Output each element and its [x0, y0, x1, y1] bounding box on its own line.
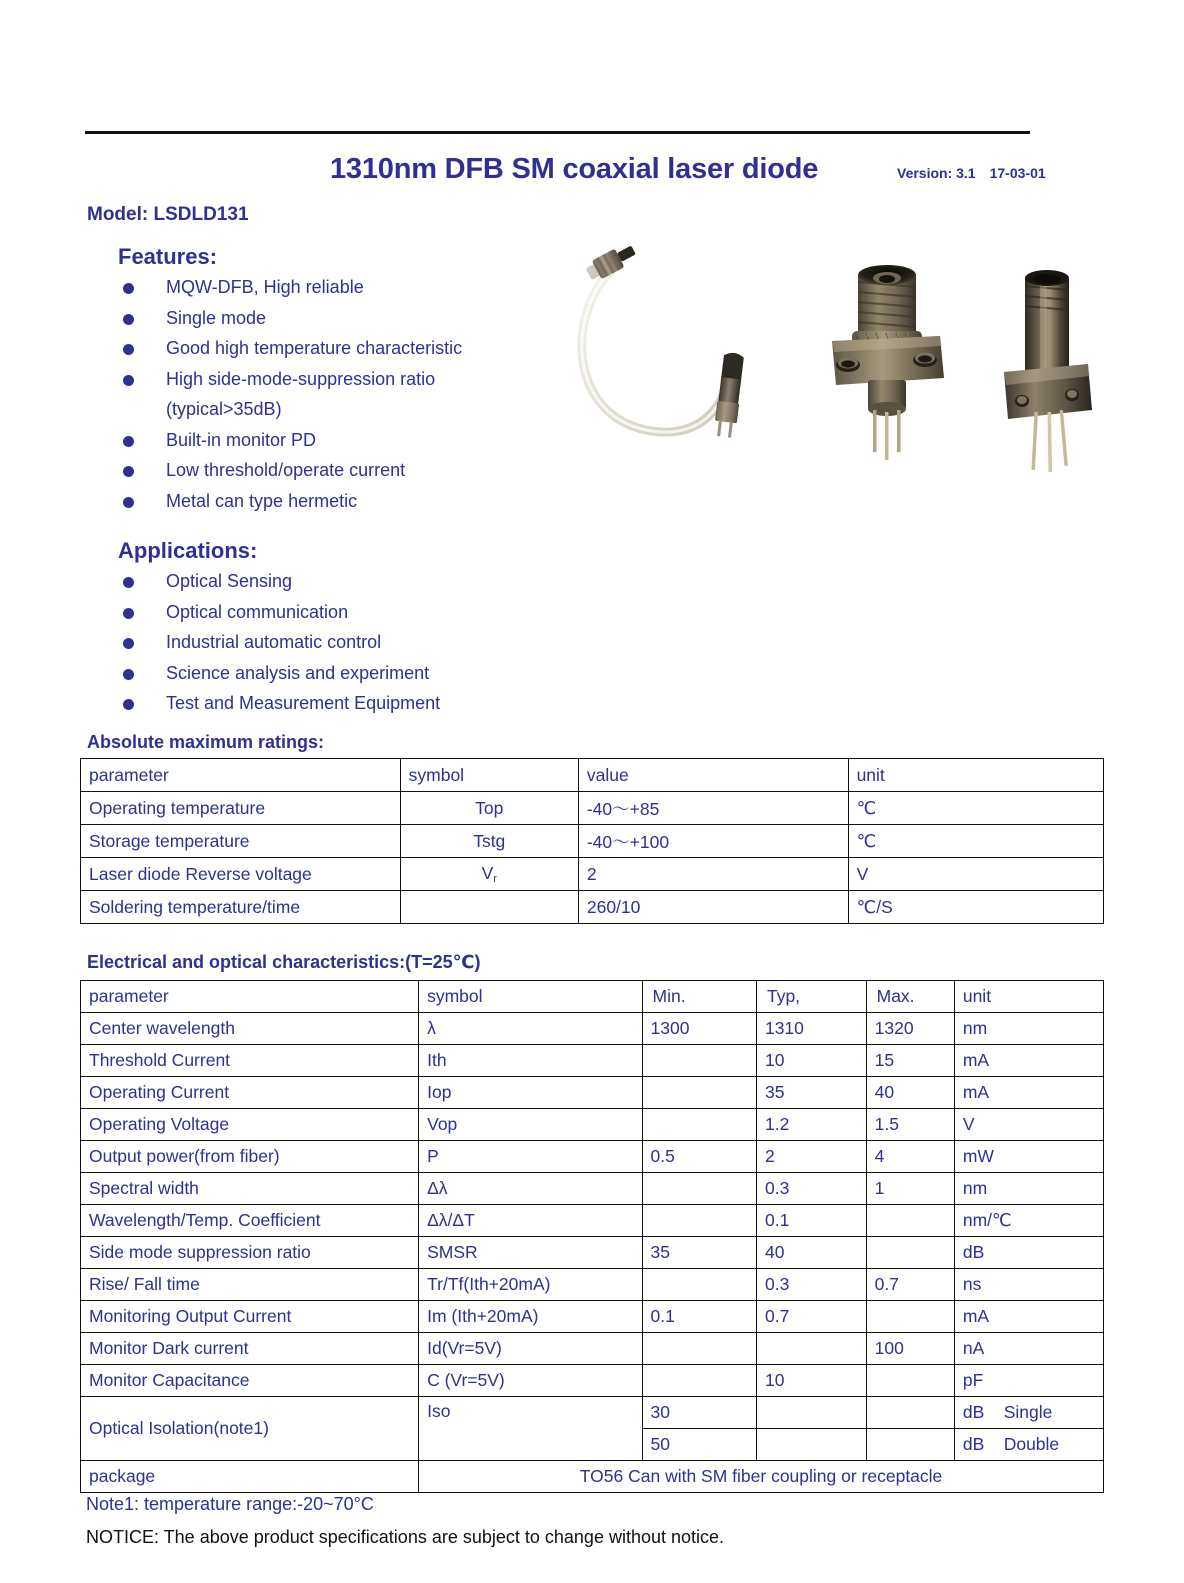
version-label: Version: 3.1: [897, 165, 976, 181]
cell-typ: 10: [756, 1365, 866, 1397]
electrical-optical-characteristics-heading: Electrical and optical characteristics:(T=25℃): [87, 952, 481, 972]
cell-parameter: Monitor Capacitance: [81, 1365, 419, 1397]
absolute-maximum-ratings-heading: Absolute maximum ratings:: [87, 732, 325, 752]
cell-typ: 40: [756, 1237, 866, 1269]
list-item: [118, 627, 548, 658]
cell-max: 1: [866, 1173, 954, 1205]
cell-parameter: Optical Isolation(note1): [81, 1397, 419, 1461]
bullet-icon: [123, 314, 134, 325]
cell-min: [642, 1109, 756, 1141]
column-header-unit: unit: [848, 759, 1103, 792]
cell-min: [642, 1077, 756, 1109]
cell-max: [866, 1301, 954, 1333]
cell-value: -40～+85: [578, 792, 848, 825]
column-header-unit: unit: [954, 981, 1103, 1013]
cell-min: [642, 1173, 756, 1205]
cell-parameter: Center wavelength: [81, 1013, 419, 1045]
column-header-symbol: symbol: [419, 981, 642, 1013]
cell-min: [642, 1333, 756, 1365]
cell-unit: mA: [954, 1077, 1103, 1109]
feature-text: High side-mode-suppression ratio (typical>35dB): [166, 368, 436, 419]
table-row-isolation-single: [81, 1397, 1104, 1429]
cell-parameter: Monitoring Output Current: [81, 1301, 419, 1333]
cell-parameter: Operating temperature: [81, 792, 401, 825]
cell-parameter: Spectral width: [81, 1173, 419, 1205]
note1-text: Note1: temperature range:-20~70°C: [86, 1494, 374, 1514]
cell-unit: nA: [954, 1333, 1103, 1365]
cell-typ: [756, 1429, 866, 1461]
cell-max: 15: [866, 1045, 954, 1077]
features-list: [118, 272, 548, 516]
column-header-max: Max.: [866, 981, 954, 1013]
cell-parameter: Wavelength/Temp. Coefficient: [81, 1205, 419, 1237]
cell-max: 1.5: [866, 1109, 954, 1141]
cell-unit: ℃/S: [848, 891, 1103, 924]
cell-symbol: $V_r$: [400, 858, 578, 891]
cell-value: 260/10: [578, 891, 848, 924]
bullet-icon: [123, 436, 134, 447]
cell-max: 100: [866, 1333, 954, 1365]
table-row: [81, 792, 1104, 825]
cell-min: [642, 1365, 756, 1397]
cell-unit: nm/℃: [954, 1205, 1103, 1237]
cell-max: [866, 1365, 954, 1397]
feature-text: Low threshold/operate current: [166, 460, 406, 480]
cell-parameter: Soldering temperature/time: [81, 891, 401, 924]
cell-symbol: C (Vr=5V): [419, 1365, 642, 1397]
cell-symbol: Ith: [419, 1045, 642, 1077]
to-can-laser-diode-photo: [992, 260, 1102, 475]
cell-max: [866, 1397, 954, 1429]
cell-symbol: Iop: [419, 1077, 642, 1109]
cell-parameter: Side mode suppression ratio: [81, 1237, 419, 1269]
list-item: [118, 597, 548, 628]
cell-min: 0.5: [642, 1141, 756, 1173]
table-row: [81, 1077, 1104, 1109]
cell-symbol: Vop: [419, 1109, 642, 1141]
cell-symbol: Im (Ith+20mA): [419, 1301, 642, 1333]
cell-package-value: TO56 Can with SM fiber coupling or receptacle: [419, 1461, 1104, 1493]
list-item: [118, 455, 548, 486]
cell-unit: pF: [954, 1365, 1103, 1397]
cell-typ: 0.7: [756, 1301, 866, 1333]
list-item: [118, 658, 548, 689]
cell-unit: mW: [954, 1141, 1103, 1173]
list-item: [118, 272, 548, 303]
table-row: [81, 891, 1104, 924]
column-header-min: Min.: [642, 981, 756, 1013]
feature-text: Metal can type hermetic: [166, 490, 358, 511]
cell-parameter: package: [81, 1461, 419, 1493]
cell-value: 2: [578, 858, 848, 891]
cell-typ: 1310: [756, 1013, 866, 1045]
cell-typ: 10: [756, 1045, 866, 1077]
cell-max: [866, 1205, 954, 1237]
cell-parameter: Rise/ Fall time: [81, 1269, 419, 1301]
application-text: Industrial automatic control: [166, 632, 382, 652]
cell-typ: 35: [756, 1077, 866, 1109]
receptacle-laser-diode-photo: [812, 248, 962, 473]
version-date: 17-03-01: [989, 165, 1046, 181]
cell-unit: ℃: [848, 792, 1103, 825]
cell-unit: mA: [954, 1045, 1103, 1077]
cell-symbol: SMSR: [419, 1237, 642, 1269]
column-header-typ: Typ,: [756, 981, 866, 1013]
bullet-icon: [123, 699, 134, 710]
table-row: [81, 1301, 1104, 1333]
bullet-icon: [123, 375, 134, 386]
cell-max: [866, 1237, 954, 1269]
table-row-package: [81, 1461, 1104, 1493]
feature-text: Built-in monitor PD: [166, 429, 317, 450]
table-row: [81, 1237, 1104, 1269]
application-text: Optical communication: [166, 601, 349, 622]
column-header-symbol: symbol: [400, 759, 578, 792]
applications-list: [118, 566, 548, 719]
feature-text: Good high temperature characteristic: [166, 338, 463, 358]
application-text: Science analysis and experiment: [166, 662, 430, 683]
table-row: [81, 1269, 1104, 1301]
cell-unit: V: [848, 858, 1103, 891]
cell-unit: ns: [954, 1269, 1103, 1301]
list-item: [118, 364, 548, 425]
applications-heading: Applications:: [118, 538, 258, 563]
cell-parameter: Operating Voltage: [81, 1109, 419, 1141]
cell-min: 1300: [642, 1013, 756, 1045]
cell-typ: 2: [756, 1141, 866, 1173]
cell-unit: nm: [954, 1013, 1103, 1045]
list-item: [118, 566, 548, 597]
cell-max: 40: [866, 1077, 954, 1109]
absolute-maximum-ratings-table: [80, 758, 1104, 924]
application-text: Optical Sensing: [166, 571, 293, 591]
version-info: [897, 165, 1046, 181]
electrical-optical-characteristics-table: [80, 980, 1104, 1493]
table-row: [81, 1109, 1104, 1141]
cell-min: [642, 1045, 756, 1077]
list-item: [118, 486, 548, 517]
cell-max: 0.7: [866, 1269, 954, 1301]
cell-symbol: P: [419, 1141, 642, 1173]
cell-typ: [756, 1333, 866, 1365]
column-header-parameter: parameter: [81, 981, 419, 1013]
cell-unit: dB: [954, 1237, 1103, 1269]
product-photo-group: [560, 238, 1120, 484]
cell-min: 0.1: [642, 1301, 756, 1333]
cell-parameter: Storage temperature: [81, 825, 401, 858]
cell-min: [642, 1205, 756, 1237]
cell-parameter: Monitor Dark current: [81, 1333, 419, 1365]
cell-value: -40～+100: [578, 825, 848, 858]
feature-text: Single mode: [166, 307, 267, 328]
cell-parameter: Operating Current: [81, 1077, 419, 1109]
cell-typ: 0.1: [756, 1205, 866, 1237]
header-divider-rule: [85, 131, 1030, 134]
cell-unit: mA: [954, 1301, 1103, 1333]
table-row: [81, 1173, 1104, 1205]
page-title: 1310nm DFB SM coaxial laser diode: [330, 153, 819, 185]
list-item: [118, 333, 548, 364]
table-row: [81, 1045, 1104, 1077]
table-header-row: [81, 981, 1104, 1013]
cell-typ: 0.3: [756, 1269, 866, 1301]
table-row: [81, 858, 1104, 891]
cell-min: 30: [642, 1397, 756, 1429]
bullet-icon: [123, 577, 134, 588]
application-text: Test and Measurement Equipment: [166, 693, 441, 713]
cell-min: [642, 1269, 756, 1301]
table-row: [81, 1365, 1104, 1397]
cell-max: 4: [866, 1141, 954, 1173]
cell-unit: ℃: [848, 825, 1103, 858]
cell-min: 35: [642, 1237, 756, 1269]
cell-symbol: [400, 891, 578, 924]
cell-symbol: Iso: [419, 1397, 642, 1461]
model-number: Model: LSDLD131: [87, 204, 249, 225]
list-item: [118, 303, 548, 334]
bullet-icon: [123, 638, 134, 649]
bullet-icon: [123, 669, 134, 680]
notice-text: NOTICE: The above product specifications are subject to change without notice.: [86, 1527, 725, 1547]
cell-max: 1320: [866, 1013, 954, 1045]
cell-max: [866, 1429, 954, 1461]
cell-unit: dB Double: [954, 1429, 1103, 1461]
table-row: [81, 1205, 1104, 1237]
cell-typ: 0.3: [756, 1173, 866, 1205]
table-row: [81, 1333, 1104, 1365]
feature-text: MQW-DFB, High reliable: [166, 277, 364, 297]
cell-unit: nm: [954, 1173, 1103, 1205]
cell-typ: 1.2: [756, 1109, 866, 1141]
table-row: [81, 1013, 1104, 1045]
table-header-row: [81, 759, 1104, 792]
bullet-icon: [123, 283, 134, 294]
list-item: [118, 688, 548, 719]
cell-symbol: Δλ/ΔT: [419, 1205, 642, 1237]
cell-symbol: Tstg: [400, 825, 578, 858]
cell-parameter: Laser diode Reverse voltage: [81, 858, 401, 891]
features-heading: Features:: [118, 244, 218, 269]
list-item: [118, 425, 548, 456]
pigtail-laser-diode-photo: [560, 238, 790, 468]
bullet-icon: [123, 608, 134, 619]
cell-symbol: Δλ: [419, 1173, 642, 1205]
cell-symbol: Tr/Tf(Ith+20mA): [419, 1269, 642, 1301]
bullet-icon: [123, 497, 134, 508]
bullet-icon: [123, 466, 134, 477]
column-header-parameter: parameter: [81, 759, 401, 792]
cell-min: 50: [642, 1429, 756, 1461]
cell-unit: dB Single: [954, 1397, 1103, 1429]
cell-parameter: Output power(from fiber): [81, 1141, 419, 1173]
table-row: [81, 1141, 1104, 1173]
bullet-icon: [123, 344, 134, 355]
cell-symbol: λ: [419, 1013, 642, 1045]
cell-typ: [756, 1397, 866, 1429]
cell-parameter: Threshold Current: [81, 1045, 419, 1077]
table-row: [81, 825, 1104, 858]
cell-symbol: Top: [400, 792, 578, 825]
cell-unit: V: [954, 1109, 1103, 1141]
column-header-value: value: [578, 759, 848, 792]
cell-symbol: Id(Vr=5V): [419, 1333, 642, 1365]
